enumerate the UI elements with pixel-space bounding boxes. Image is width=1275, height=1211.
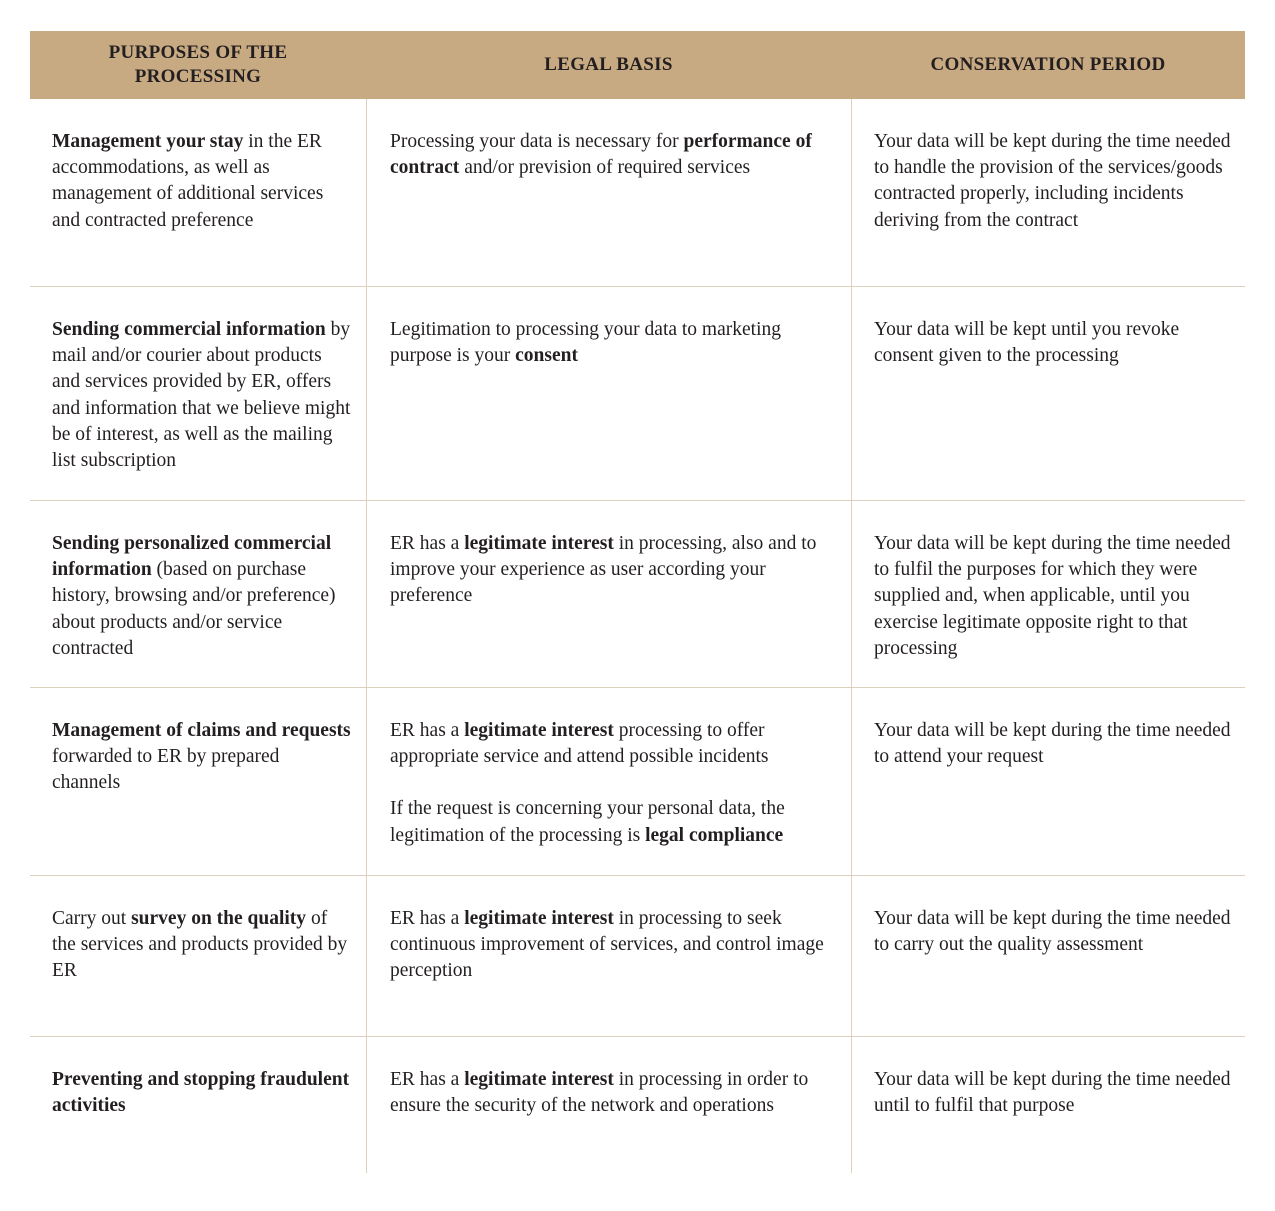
body-text: ER has a xyxy=(390,908,465,929)
emphasis-text: performance of contract xyxy=(390,131,812,179)
cell-paragraph xyxy=(52,718,352,797)
cell-paragraph xyxy=(874,317,1231,369)
body-text: of the services and products provided by ER xyxy=(52,908,348,982)
table-row xyxy=(30,688,1245,876)
body-text: Your data will be kept during the time needed to attend your request xyxy=(874,720,1231,768)
emphasis-text: Management your stay xyxy=(52,131,244,152)
header-conservation-period: CONSERVATION PERIOD xyxy=(930,54,1166,75)
body-text: processing to offer appropriate service and attend possible incidents xyxy=(390,720,769,768)
purpose-cell xyxy=(30,287,366,500)
cell-paragraph xyxy=(390,906,837,985)
body-text: in the ER accommodations, as well as management of additional services and contracted preference xyxy=(52,131,324,231)
emphasis-text: survey on the quality xyxy=(131,908,307,929)
emphasis-text: legitimate interest xyxy=(464,533,614,554)
table-row xyxy=(30,876,1245,1037)
purpose-cell xyxy=(30,1037,366,1173)
cell-paragraph xyxy=(52,129,352,234)
legal-basis-cell xyxy=(366,287,851,500)
cell-paragraph xyxy=(390,317,837,369)
cell-paragraph xyxy=(52,1067,352,1119)
body-text: ER has a xyxy=(390,720,465,741)
body-text: If the request is concerning your personal data, the legitimation of the processing is xyxy=(390,798,785,846)
conservation-period-cell xyxy=(851,501,1245,687)
body-text: Processing your data is necessary for xyxy=(390,131,684,152)
cell-paragraph xyxy=(52,906,352,985)
emphasis-text: Preventing and stopping fraudulent activities xyxy=(52,1069,350,1117)
purpose-cell xyxy=(30,501,366,687)
conservation-period-cell xyxy=(851,287,1245,500)
emphasis-text: Management of claims and requests xyxy=(52,720,351,741)
cell-paragraph xyxy=(390,796,837,848)
table-row xyxy=(30,501,1245,688)
body-text: by mail and/or courier about products and services provided by ER, offers and information that we believe might be of interest, as well as the mailing list subscription xyxy=(52,319,351,472)
header-legal-basis: LEGAL BASIS xyxy=(544,54,673,75)
body-text: Carry out xyxy=(52,908,132,929)
table-row xyxy=(30,99,1245,287)
legal-basis-cell xyxy=(366,99,851,286)
purpose-cell xyxy=(30,688,366,875)
conservation-period-cell xyxy=(851,876,1245,1036)
cell-paragraph xyxy=(52,531,352,662)
body-text: Your data will be kept during the time needed to handle the provision of the services/goods contracted properly, including incidents deriving from the contract xyxy=(874,131,1231,231)
cell-paragraph xyxy=(874,531,1231,662)
body-text: ER has a xyxy=(390,1069,465,1090)
emphasis-text: Sending personalized commercial information xyxy=(52,533,332,581)
emphasis-text: legitimate interest xyxy=(464,1069,614,1090)
cell-paragraph xyxy=(390,718,837,770)
legal-basis-cell xyxy=(366,1037,851,1173)
cell-paragraph xyxy=(874,718,1231,770)
body-text: Your data will be kept until you revoke consent given to the processing xyxy=(874,319,1180,367)
cell-paragraph xyxy=(390,531,837,610)
body-text: in processing to seek continuous improvement of services, and control image perception xyxy=(390,908,824,982)
body-text: Legitimation to processing your data to marketing purpose is your xyxy=(390,319,781,367)
legal-basis-cell xyxy=(366,501,851,687)
legal-basis-cell xyxy=(366,688,851,875)
purpose-cell xyxy=(30,99,366,286)
cell-paragraph xyxy=(874,129,1231,234)
body-text: in processing in order to ensure the security of the network and operations xyxy=(390,1069,809,1117)
emphasis-text: legitimate interest xyxy=(464,908,614,929)
body-text: ER has a xyxy=(390,533,465,554)
emphasis-text: consent xyxy=(515,345,578,367)
cell-paragraph xyxy=(874,1067,1231,1119)
body-text: forwarded to ER by prepared channels xyxy=(52,746,280,794)
legal-basis-cell xyxy=(366,876,851,1036)
conservation-period-cell xyxy=(851,1037,1245,1173)
body-text: in processing, also and to improve your experience as user according your preference xyxy=(390,533,817,607)
cell-paragraph xyxy=(52,317,352,474)
conservation-period-cell xyxy=(851,688,1245,875)
table-header xyxy=(30,31,1245,99)
cell-paragraph xyxy=(874,906,1231,958)
table-row xyxy=(30,287,1245,501)
emphasis-text: legal compliance xyxy=(645,824,784,846)
body-text: Your data will be kept during the time needed to carry out the quality assessment xyxy=(874,908,1231,956)
cell-paragraph xyxy=(390,1067,837,1119)
body-text: (based on purchase history, browsing and/or preference) about products and/or service contracted xyxy=(52,559,336,659)
cell-paragraph xyxy=(390,129,837,181)
header-purposes: PURPOSES OF THE PROCESSING xyxy=(108,42,288,87)
processing-table xyxy=(30,31,1245,1173)
emphasis-text: Sending commercial information xyxy=(52,319,326,340)
body-text: and/or prevision of required services xyxy=(459,157,751,179)
conservation-period-cell xyxy=(851,99,1245,286)
emphasis-text: legitimate interest xyxy=(464,720,614,741)
body-text: Your data will be kept during the time needed until to fulfil that purpose xyxy=(874,1069,1231,1117)
purpose-cell xyxy=(30,876,366,1036)
body-text: Your data will be kept during the time needed to fulfil the purposes for which they were supplied and, when applicable, until you exercise legitimate opposite right to that processing xyxy=(874,533,1231,659)
table-row xyxy=(30,1037,1245,1173)
